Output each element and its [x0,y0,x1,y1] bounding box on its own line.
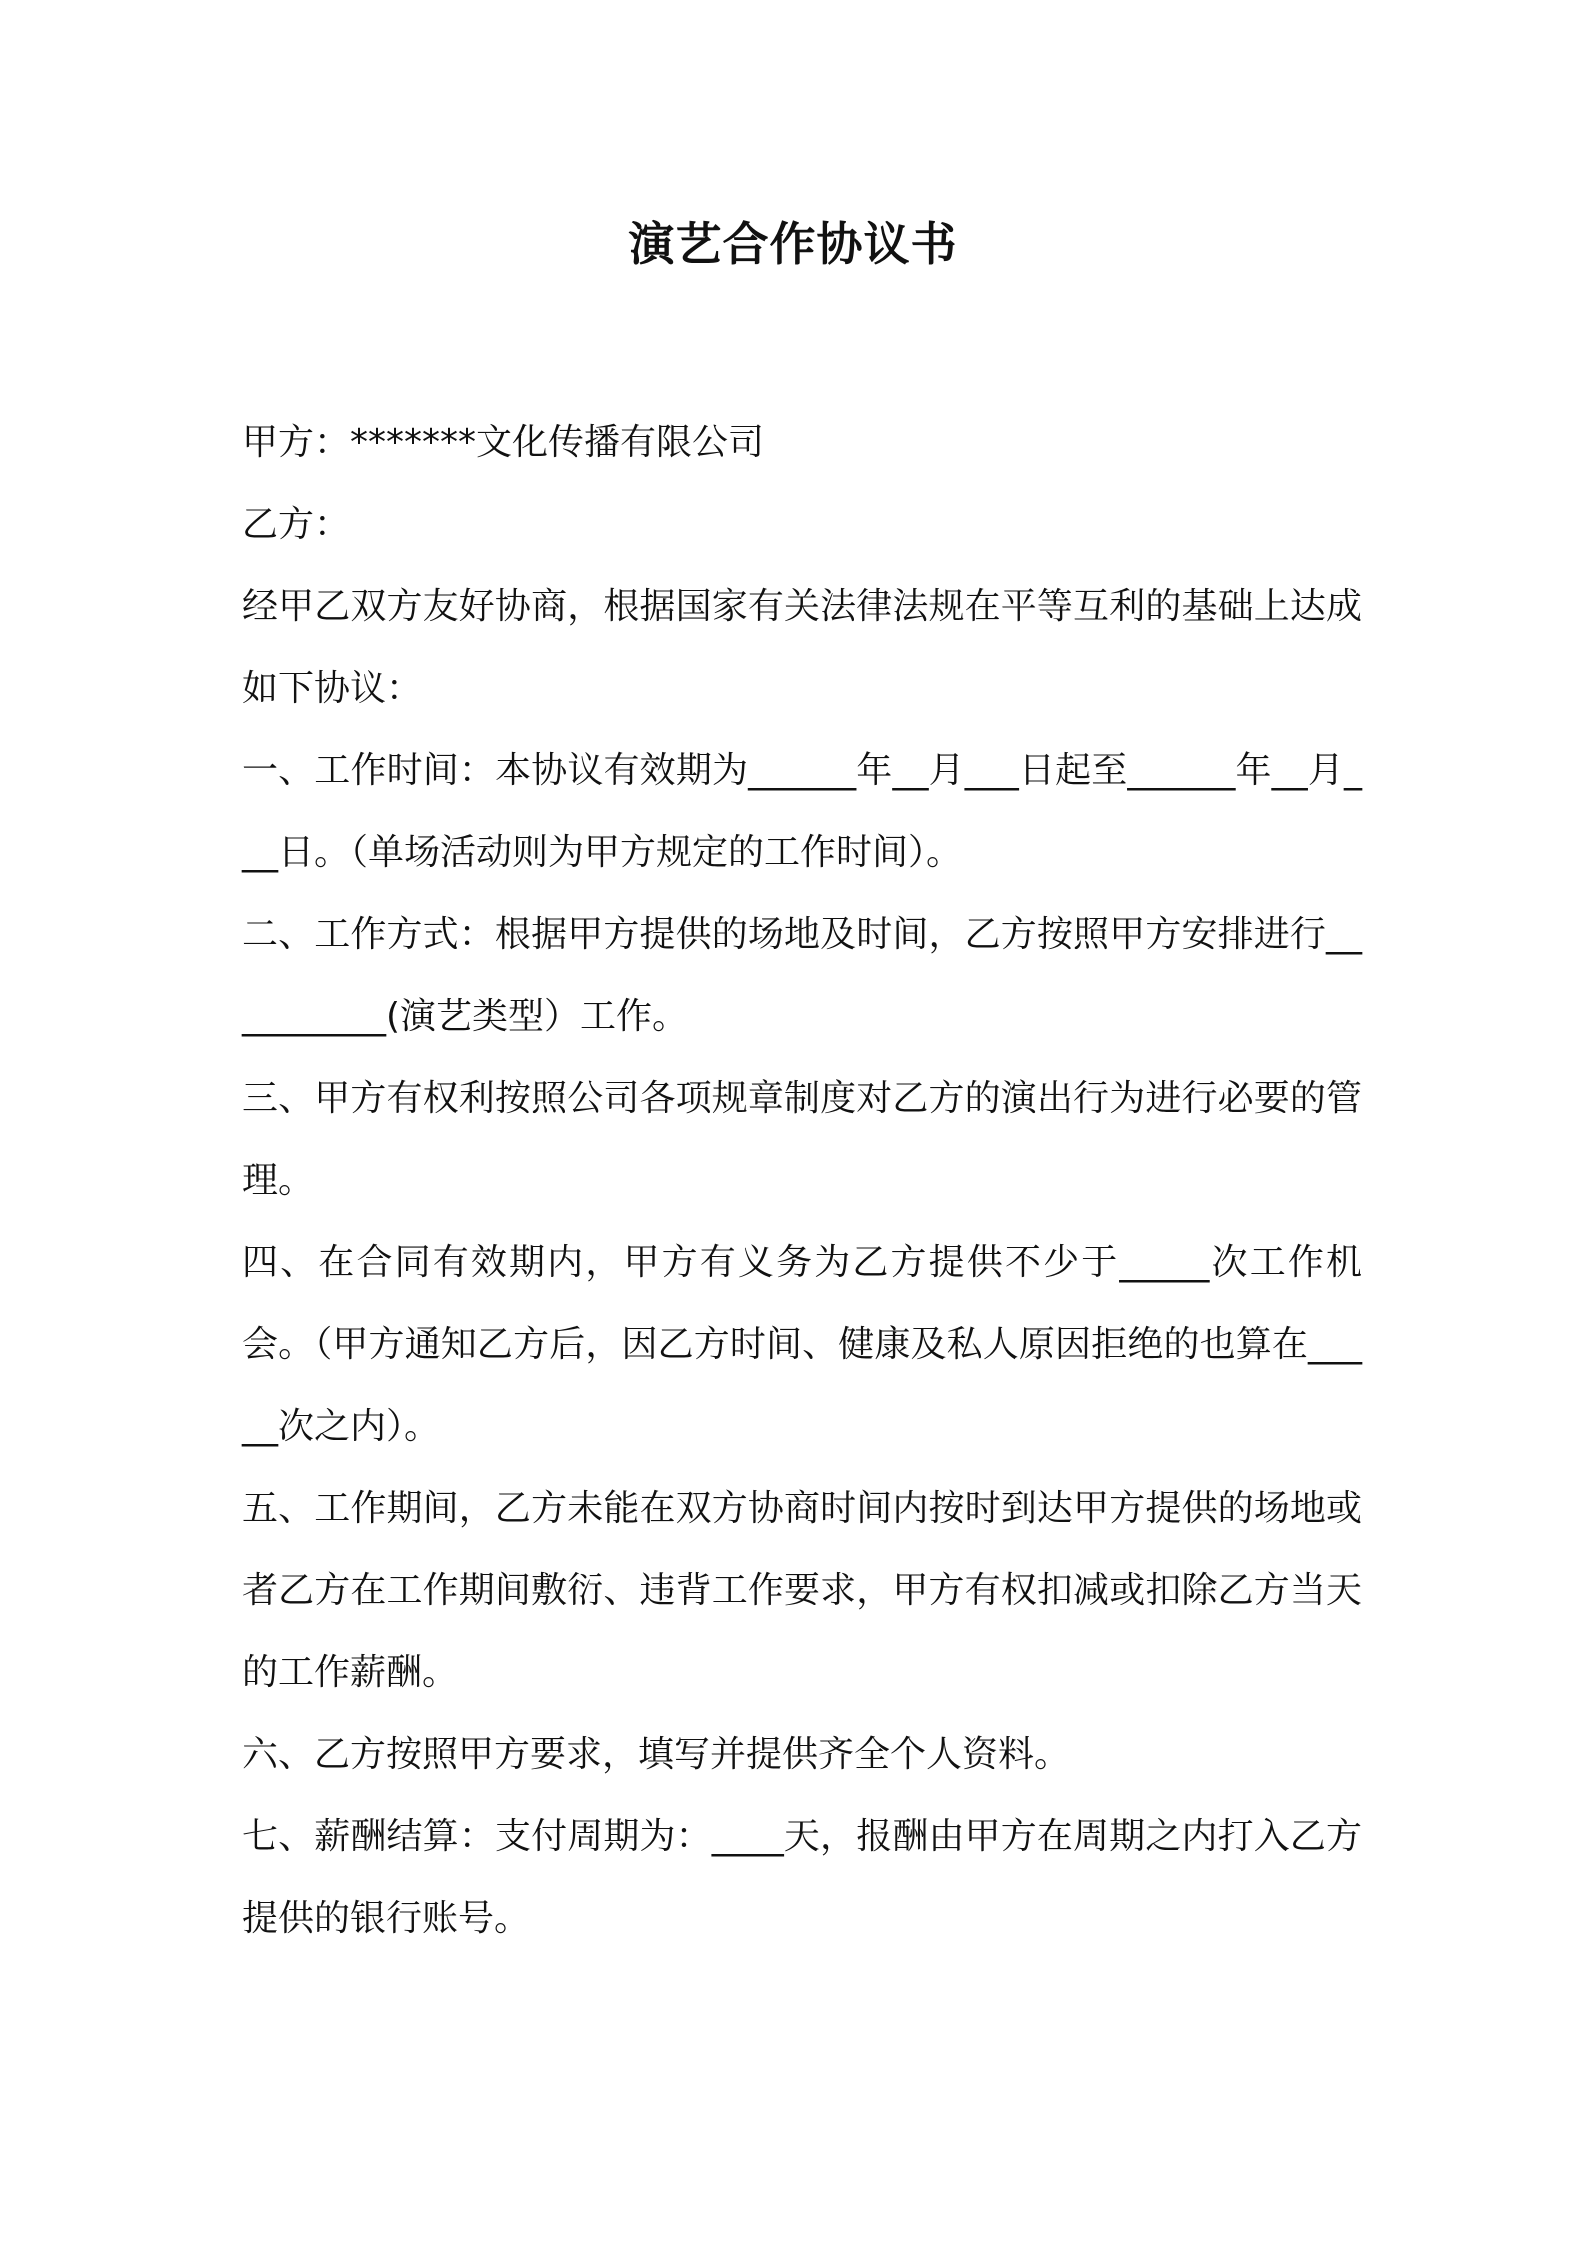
party-a-line: 甲方：*******文化传播有限公司 [242,422,765,463]
party-b-line: 乙方： [242,504,351,545]
clause-6-personal-info: 六、乙方按照甲方要求，填写并提供齐全个人资料。 [242,1734,1071,1775]
document-title: 演艺合作协议书 [628,217,958,271]
clause-1-work-time: 一、工作时间：本协议有效期为______年__月___日起至______年__月___日。（单场活动则为甲方规定的工作时间）。 [242,750,1362,873]
preamble-paragraph: 经甲乙双方友好协商，根据国家有关法律法规在平等互利的基础上达成如下协议： [242,586,1362,709]
clause-2-work-method: 二、工作方式：根据甲方提供的场地及时间，乙方按照甲方安排进行__________(演艺类型）工作。 [242,914,1362,1037]
document-body [242,402,1362,1960]
clause-7-payment: 七、薪酬结算：支付周期为：____天，报酬由甲方在周期之内打入乙方提供的银行账号。 [242,1816,1362,1939]
clause-5-deductions: 五、工作期间，乙方未能在双方协商时间内按时到达甲方提供的场地或者乙方在工作期间敷衍、违背工作要求，甲方有权扣减或扣除乙方当天的工作薪酬。 [242,1488,1362,1693]
clause-4-work-opportunities: 四、在合同有效期内，甲方有义务为乙方提供不少于_____次工作机会。（甲方通知乙方后，因乙方时间、健康及私人原因拒绝的也算在_____次之内）。 [242,1242,1362,1447]
clause-3-management: 三、甲方有权利按照公司各项规章制度对乙方的演出行为进行必要的管理。 [242,1078,1362,1201]
